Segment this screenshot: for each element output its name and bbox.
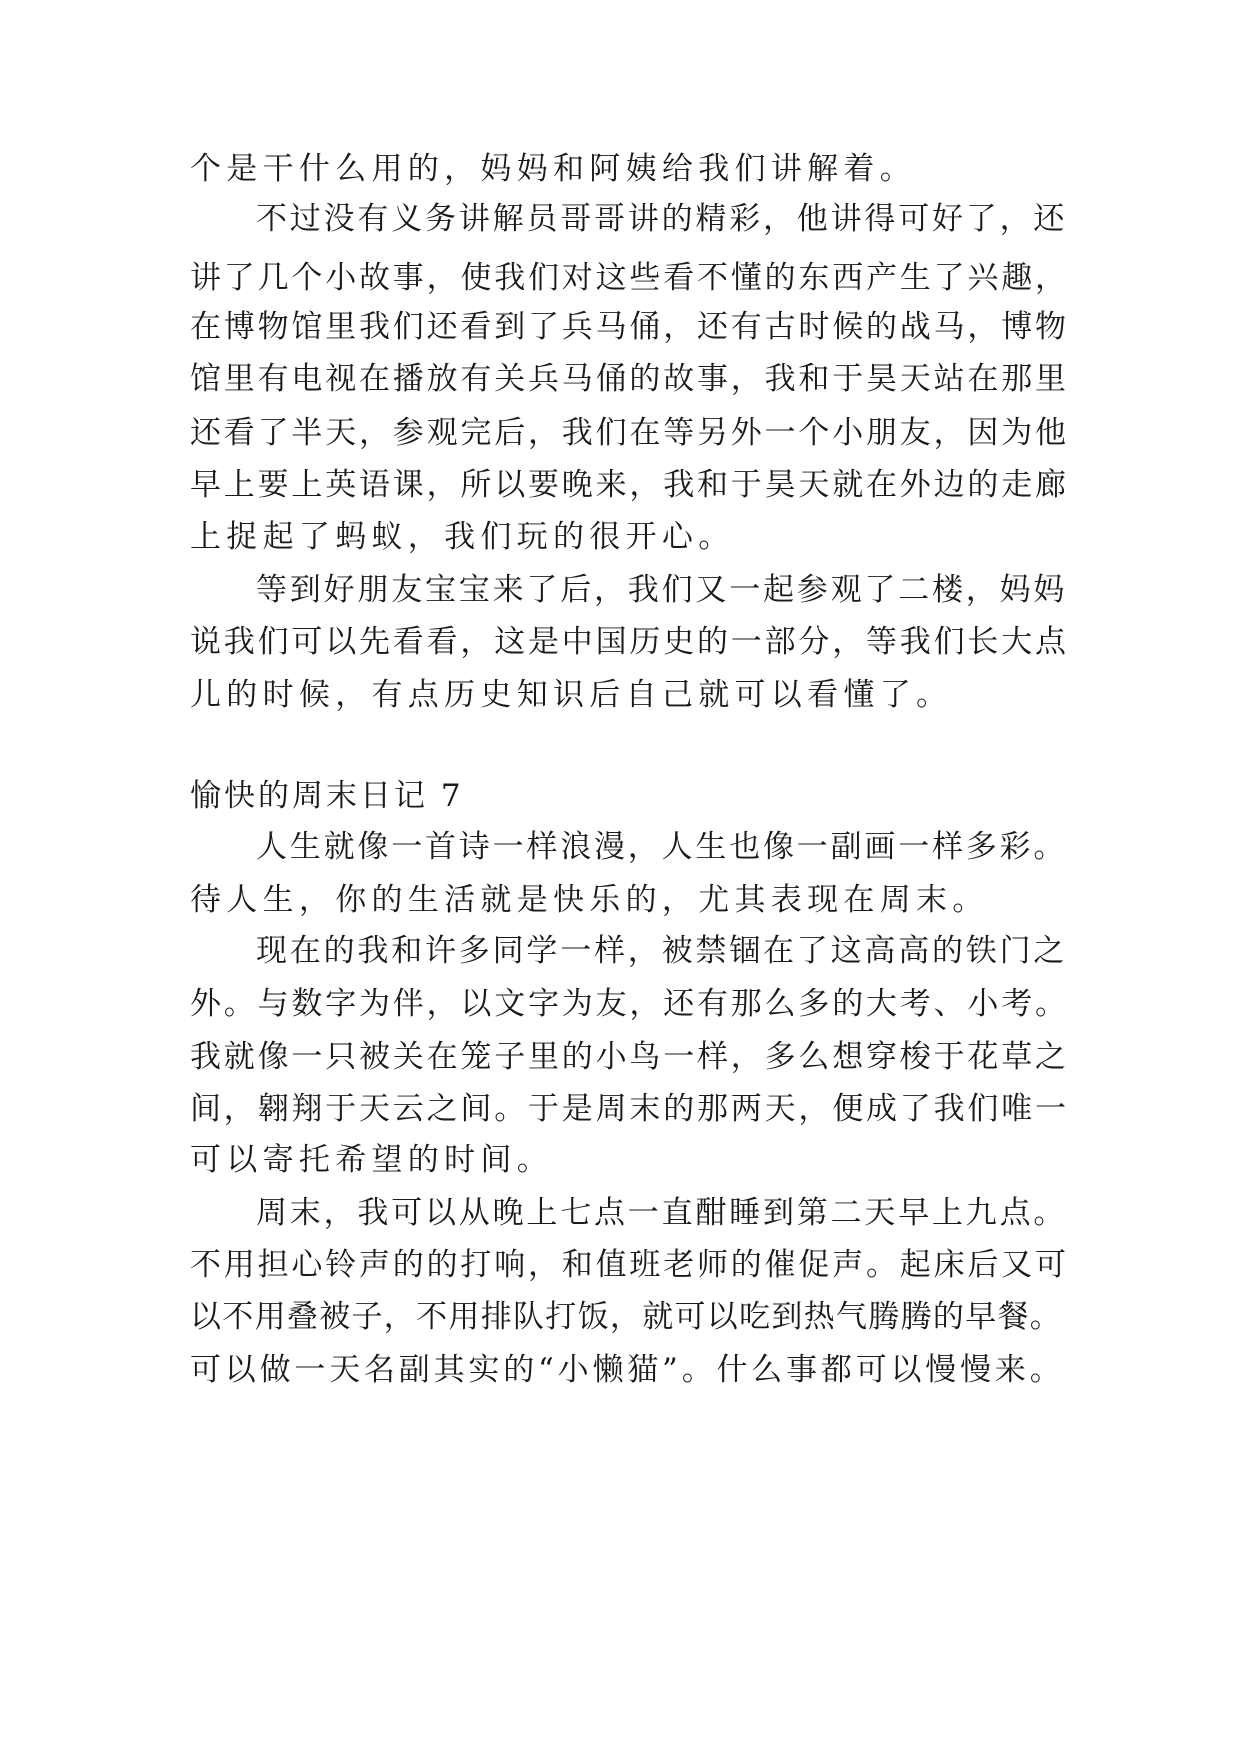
text-line: 外。与数字为伴，以文字为友，还有那么多的大考、小考。 [190,986,1069,1022]
text-line: 馆里有电视在播放有关兵马俑的故事，我和于昊天站在那里 [190,361,1069,397]
text-line: 我就像一只被关在笼子里的小鸟一样，多么想穿梭于花草之 [190,1039,1069,1075]
text-line: 上捉起了蚂蚁，我们玩的很开心。 [190,519,735,555]
text-line: 个是干什么用的，妈妈和阿姨给我们讲解着。 [190,151,916,187]
text-line: 间，翱翔于天云之间。于是周末的那两天，便成了我们唯一 [190,1091,1069,1127]
text-line: 不用担心铃声的的打响，和值班老师的催促声。起床后又可 [190,1247,1069,1283]
paragraph-start: 人生就像一首诗一样浪漫，人生也像一副画一样多彩。 [256,829,1068,865]
text-line: 在博物馆里我们还看到了兵马俑，还有古时候的战马，博物 [190,309,1069,345]
text-line: 早上要上英语课，所以要晚来，我和于昊天就在外边的走廊 [190,467,1069,503]
text-line: 儿的时候，有点历史知识后自己就可以看懂了。 [190,677,953,713]
text-line: 还看了半天，参观完后，我们在等另外一个小朋友，因为他 [190,415,1069,451]
text-line: 讲了几个小故事，使我们对这些看不懂的东西产生了兴趣， [190,260,1069,296]
text-line: 以不用叠被子，不用排队打饭，就可以吃到热气腾腾的早餐。 [190,1299,1063,1335]
text-line: 可以做一天名副其实的“小懒猫”。什么事都可以慢慢来。 [190,1352,1065,1388]
paragraph-start: 周末，我可以从晚上七点一直酣睡到第二天早上九点。 [256,1195,1068,1231]
paragraph-start: 不过没有义务讲解员哥哥讲的精彩，他讲得可好了，还 [256,201,1068,237]
text-line: 待人生，你的生活就是快乐的，尤其表现在周末。 [190,882,989,918]
section-title: 愉快的周末日记 7 [190,778,464,814]
paragraph-start: 等到好朋友宝宝来了后，我们又一起参观了二楼，妈妈 [256,572,1068,608]
text-line: 可以寄托希望的时间。 [190,1142,553,1178]
paragraph-start: 现在的我和许多同学一样，被禁锢在了这高高的铁门之 [256,933,1068,969]
text-line: 说我们可以先看看，这是中国历史的一部分，等我们长大点 [190,624,1069,660]
